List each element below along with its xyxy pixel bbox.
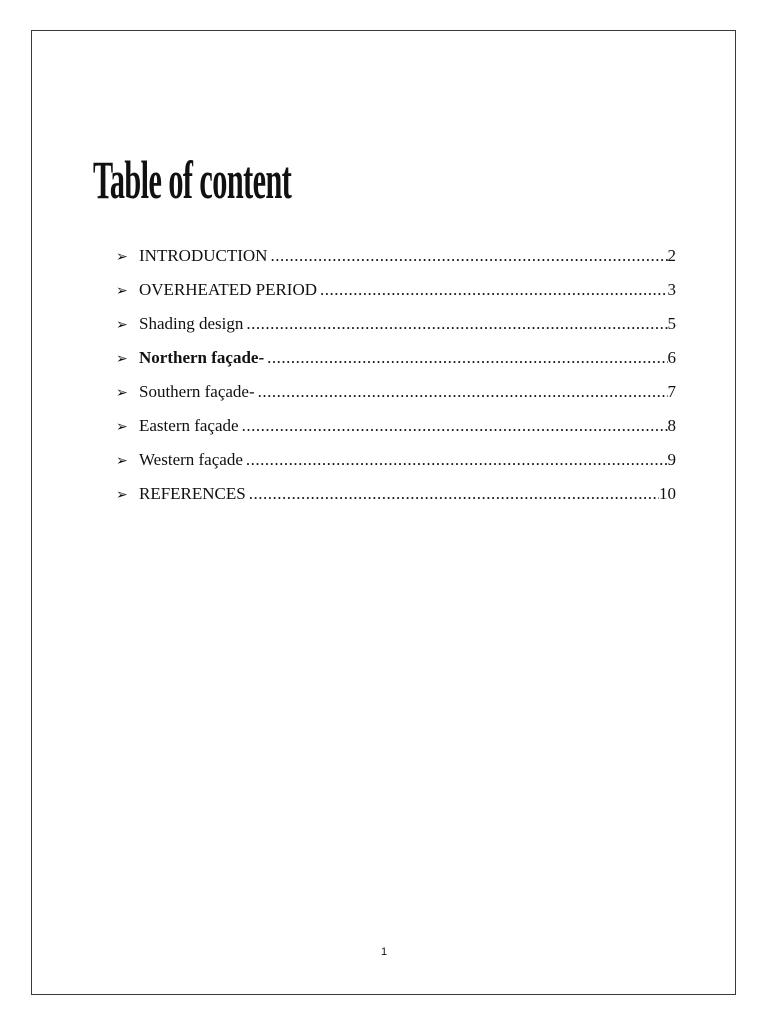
toc-entry-page: 9: [667, 450, 676, 469]
toc-entry-overheated-period[interactable]: [116, 276, 676, 310]
dot-leader: [246, 310, 667, 338]
toc-entry-label: Shading design: [139, 314, 244, 333]
toc-entry-introduction[interactable]: [116, 242, 676, 276]
table-of-contents: [116, 242, 676, 514]
dot-leader: [267, 344, 667, 372]
footer-page-number: 1: [380, 946, 388, 958]
arrow-bullet-icon: ➢: [116, 453, 128, 469]
toc-entry-page: 10: [659, 484, 676, 503]
dot-leader: [270, 242, 667, 270]
toc-entry-southern-facade[interactable]: [116, 378, 676, 412]
toc-entry-western-facade[interactable]: [116, 446, 676, 480]
toc-entry-page: 7: [667, 382, 676, 401]
arrow-bullet-icon: ➢: [116, 249, 128, 265]
dot-leader: [246, 446, 668, 474]
toc-entry-references[interactable]: [116, 480, 676, 514]
dot-leader: [320, 276, 667, 304]
toc-entry-page: 3: [667, 280, 676, 299]
toc-entry-page: 8: [667, 416, 676, 435]
toc-entry-shading-design[interactable]: [116, 310, 676, 344]
toc-entry-label: Southern façade-: [139, 382, 255, 401]
toc-entry-label: OVERHEATED PERIOD: [139, 280, 318, 299]
arrow-bullet-icon: ➢: [116, 317, 128, 333]
dot-leader: [249, 480, 659, 508]
arrow-bullet-icon: ➢: [116, 419, 128, 435]
toc-entry-label: REFERENCES: [139, 484, 246, 503]
page-title: Table of content: [93, 150, 292, 210]
toc-entry-label: Northern façade-: [139, 348, 265, 367]
toc-entry-label: Eastern façade: [139, 416, 239, 435]
toc-entry-northern-facade[interactable]: [116, 344, 676, 378]
arrow-bullet-icon: ➢: [116, 351, 128, 367]
toc-entry-label: Western façade: [139, 450, 243, 469]
arrow-bullet-icon: ➢: [116, 283, 128, 299]
toc-entry-page: 2: [667, 246, 676, 265]
dot-leader: [258, 378, 668, 406]
toc-entry-eastern-facade[interactable]: [116, 412, 676, 446]
arrow-bullet-icon: ➢: [116, 487, 128, 503]
toc-entry-label: INTRODUCTION: [139, 246, 268, 265]
arrow-bullet-icon: ➢: [116, 385, 128, 401]
toc-entry-page: 6: [667, 348, 676, 367]
dot-leader: [242, 412, 668, 440]
toc-entry-page: 5: [667, 314, 676, 333]
